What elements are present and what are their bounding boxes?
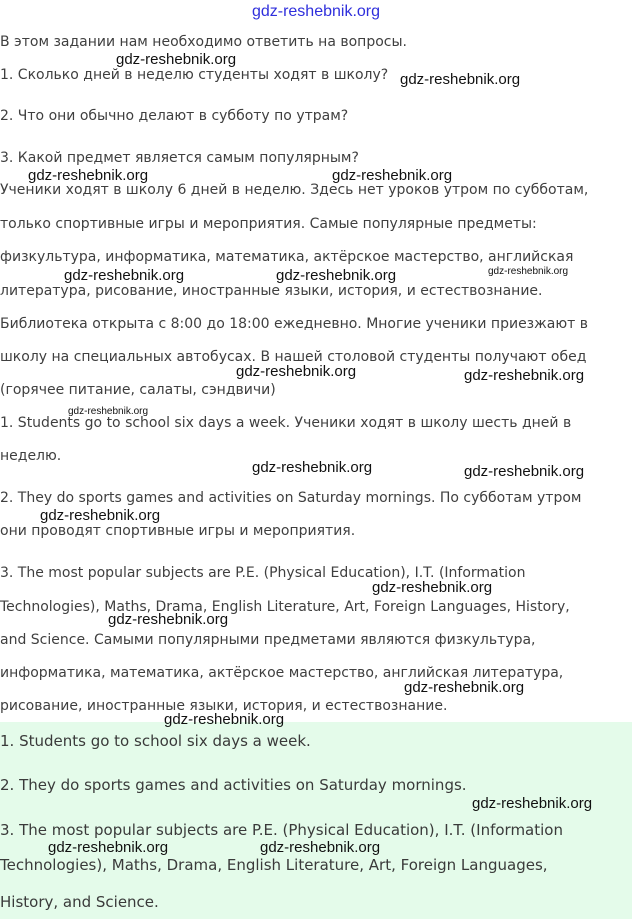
watermark: gdz-reshebnik.org [108,611,229,628]
text-line: 2. They do sports games and activities on Saturday mornings. По субботам утром [0,490,582,506]
watermark: gdz-reshebnik.org [332,167,453,184]
watermark: gdz-reshebnik.org [40,507,161,524]
intro-line: В этом задании нам необходимо ответить на вопросы. [0,34,407,50]
watermark: gdz-reshebnik.org [372,579,493,596]
answer-line: 1. Students go to school six days a week. [0,732,311,750]
watermark: gdz-reshebnik.org [400,71,521,88]
question-2: 2. Что они обычно делают в субботу по утрам? [0,108,349,124]
watermark: gdz-reshebnik.org [252,459,373,476]
answer-line: History, and Science. [0,893,159,911]
answer-block [0,722,632,919]
watermark: gdz-reshebnik.org [276,267,397,284]
watermark: gdz-reshebnik.org [464,463,585,480]
text-line: физкультура, информатика, математика, актёрское мастерство, английская [0,249,574,265]
watermark: gdz-reshebnik.org [260,839,381,856]
text-line: только спортивные игры и мероприятия. Самые популярные предметы: [0,216,537,232]
question-1: 1. Сколько дней в неделю студенты ходят в школу? [0,67,389,83]
text-line: школу на специальных автобусах. В нашей столовой студенты получают обед [0,349,587,365]
text-line: (горячее питание, салаты, сэндвичи) [0,382,276,398]
watermark: gdz-reshebnik.org [488,266,569,277]
watermark: gdz-reshebnik.org [64,267,185,284]
watermark: gdz-reshebnik.org [48,839,169,856]
text-line: Ученики ходят в школу 6 дней в неделю. Здесь нет уроков утром по субботам, [0,182,589,198]
watermark: gdz-reshebnik.org [464,367,585,384]
text-line: они проводят спортивные игры и мероприятия. [0,523,356,539]
text-line: рисование, иностранные языки, история, и естествознание. [0,698,448,714]
text-line: литература, рисование, иностранные языки, история, и естествознание. [0,283,543,299]
text-line: 1. Students go to school six days a week. Ученики ходят в школу шесть дней в [0,415,572,431]
text-line: информатика, математика, актёрское мастерство, английская литература, [0,665,564,681]
answer-line: 3. The most popular subjects are P.E. (Physical Education), I.T. (Information [0,821,563,839]
watermark: gdz-reshebnik.org [68,406,149,417]
answer-line: Technologies), Maths, Drama, English Literature, Art, Foreign Languages, [0,856,548,874]
watermark: gdz-reshebnik.org [404,679,525,696]
watermark: gdz-reshebnik.org [28,167,149,184]
answer-line: 2. They do sports games and activities on Saturday mornings. [0,776,467,794]
text-line: неделю. [0,448,62,464]
text-line: Библиотека открыта с 8:00 до 18:00 ежедневно. Многие ученики приезжают в [0,316,588,332]
text-line: Technologies), Maths, Drama, English Literature, Art, Foreign Languages, History, [0,599,570,615]
watermark: gdz-reshebnik.org [164,711,285,728]
watermark: gdz-reshebnik.org [472,795,593,812]
text-line: 3. The most popular subjects are P.E. (Physical Education), I.T. (Information [0,565,526,581]
site-header[interactable]: gdz-reshebnik.org [251,3,381,20]
watermark: gdz-reshebnik.org [236,363,357,380]
question-3: 3. Какой предмет является самым популярным? [0,150,359,166]
watermark: gdz-reshebnik.org [116,51,237,68]
text-line: and Science. Самыми популярными предметами являются физкультура, [0,632,536,648]
